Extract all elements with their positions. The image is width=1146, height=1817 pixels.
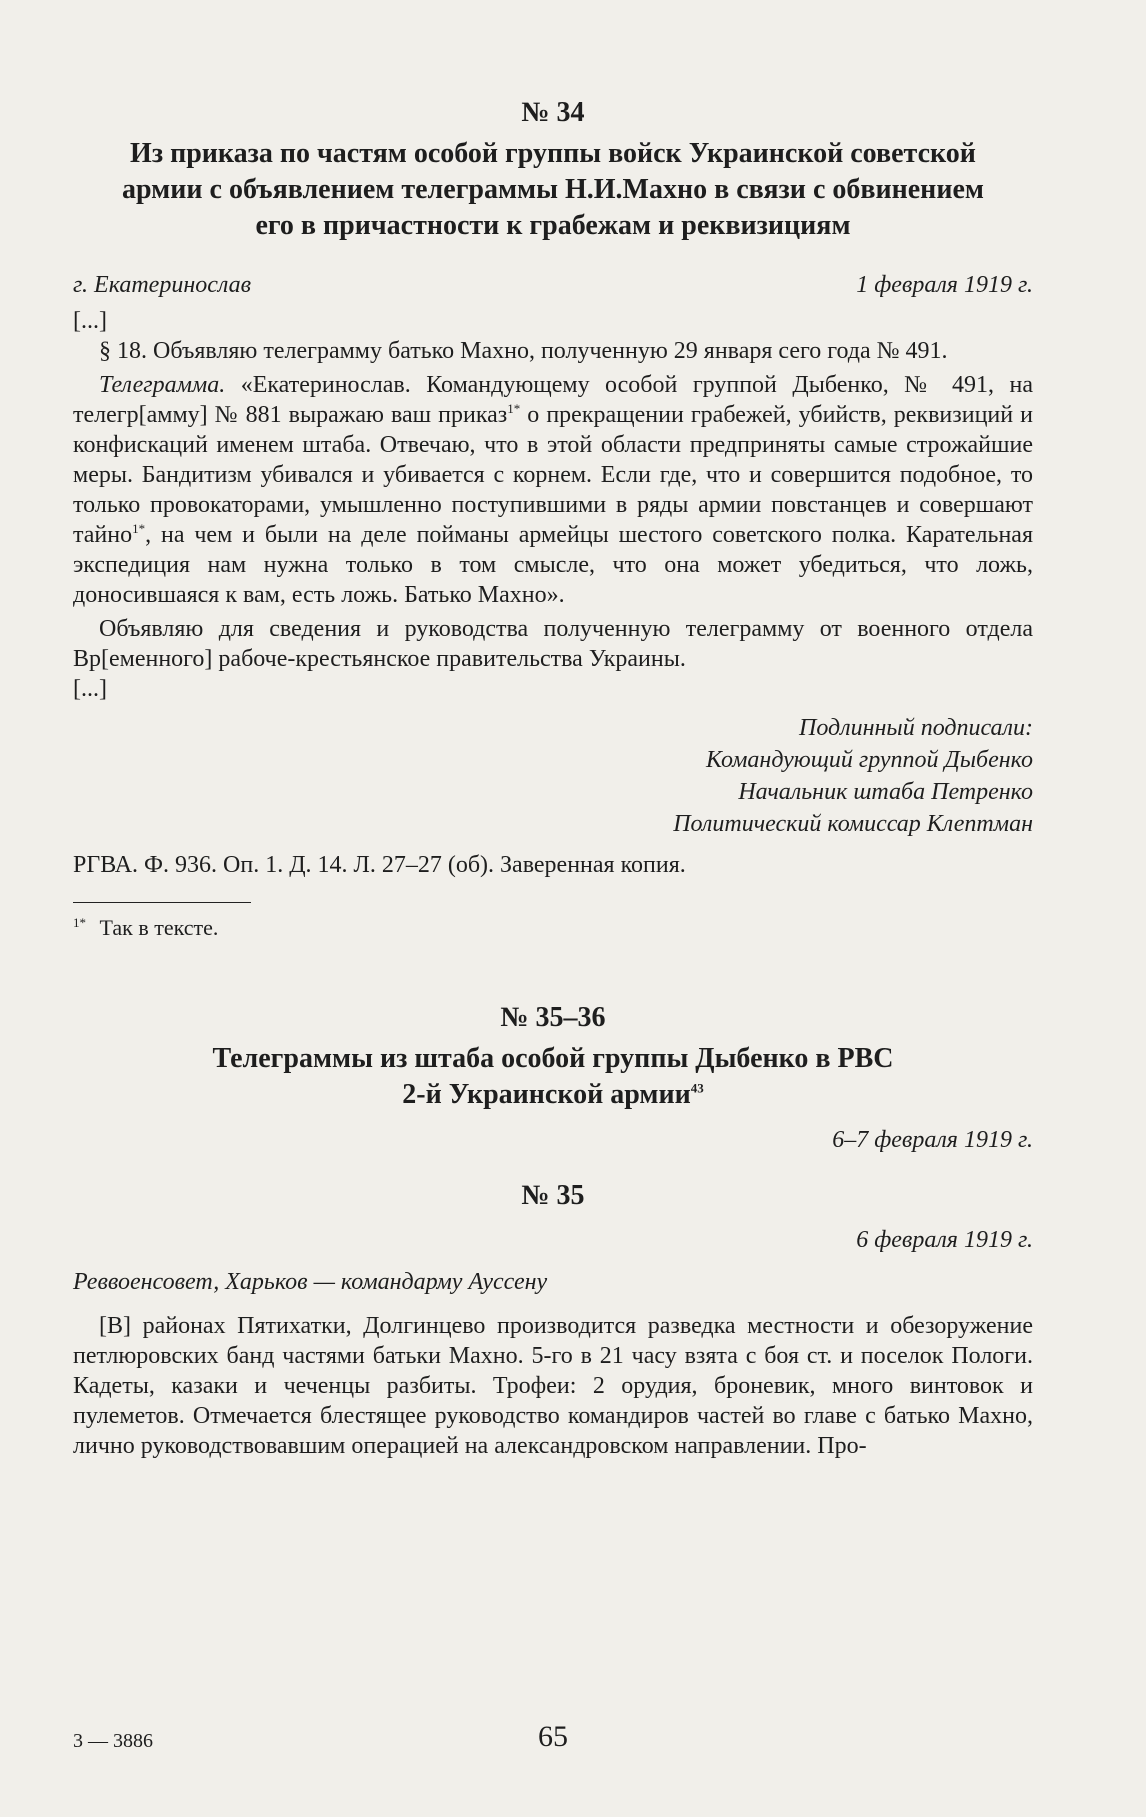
doc34-para1: § 18. Объявляю телеграмму батько Махно, полученную 29 января сего года № 491.: [99, 338, 948, 364]
doc34-title-line: его в причастности к грабежам и реквизициям: [255, 210, 851, 241]
doc34-place: г. Екатеринослав: [73, 272, 252, 298]
telegram-text: , на чем и были на деле пойманы армейцы шестого советского полка. Карательная экспедиция нам нужна только в том смысле, что она может убедиться, что ложь, доносившаяся к вам, есть ложь. Батько Махно».: [73, 522, 1033, 608]
footnote: [73, 913, 1033, 943]
telegram-text: «Екатеринослав. Командующему особой группой Дыбенко, № 491, на телегр[амму] № 881 выражаю ваш приказ: [73, 372, 1033, 428]
doc3536-date: 6–7 февраля 1919 г.: [832, 1127, 1033, 1153]
doc3536-title-line: [73, 1077, 1033, 1113]
signature-line: Командующий группой Дыбенко: [705, 747, 1033, 773]
doc35-text: [В] районах Пятихатки, Долгинцево производится разведка местности и обезоружение петлюровских банд частями батьки Махно. 5-го в 21 часу взята с боя ст. и поселок Пологи. Кадеты, казаки и чеченцы разбиты. Трофеи: 2 орудия, броневик, много винтовок и пулеметов. Отмечается блестящее руководство командиров частей во главе с батько Махно, лично руководствовавшим операцией на александровском направлении. Про-: [73, 1313, 1033, 1459]
print-code: 3 — 3886: [73, 1730, 153, 1752]
endnote-ref: 43: [690, 1080, 704, 1096]
signature-line: Подлинный подписали:: [799, 715, 1033, 741]
footnote-ref: 1*: [132, 521, 146, 536]
footnote-text: Так в тексте.: [99, 915, 219, 940]
ellipsis: [...]: [73, 676, 107, 702]
footnote-ref: 1*: [507, 401, 521, 416]
doc34-dateline: [73, 270, 1033, 300]
doc3536-title: [73, 1041, 1033, 1113]
doc34-source: РГВА. Ф. 936. Оп. 1. Д. 14. Л. 27–27 (об). Заверенная копия.: [73, 852, 686, 878]
doc34-title-line: Из приказа по частям особой группы войск Украинской советской: [130, 138, 976, 169]
footnote-mark: 1*: [73, 914, 86, 930]
doc34-title: [73, 136, 1033, 244]
doc34-number: № 34: [521, 97, 585, 128]
doc35-date: 6 февраля 1919 г.: [856, 1227, 1033, 1253]
footnote-divider: [73, 902, 251, 903]
doc34-telegram: [73, 370, 1033, 610]
doc34-date: 1 февраля 1919 г.: [856, 272, 1033, 298]
ellipsis: [...]: [73, 308, 107, 334]
doc3536-number: № 35–36: [500, 1002, 606, 1033]
signature-line: Начальник штаба Петренко: [738, 779, 1033, 805]
page-number: 65: [538, 1720, 568, 1753]
telegram-label: Телеграмма.: [99, 372, 226, 398]
page-footer: [73, 1720, 1033, 1760]
signature-line: Политический комиссар Клептман: [673, 811, 1033, 837]
doc35-address: Реввоенсовет, Харьков — командарму Ауссену: [73, 1269, 548, 1295]
doc3536-title-line: Телеграммы из штаба особой группы Дыбенко в РВС: [212, 1043, 894, 1074]
doc3536-title-text: 2-й Украинской армии: [402, 1079, 691, 1110]
doc34-para2: Объявляю для сведения и руководства полученную телеграмму от военного отдела Вр[еменного] рабоче-крестьянское правительства Украины.: [73, 616, 1033, 672]
doc34-title-line: армии с объявлением телеграммы Н.И.Махно в связи с обвинением: [122, 174, 984, 205]
document-page: [73, 96, 1033, 1461]
doc35-number: № 35: [521, 1180, 585, 1211]
doc34-signatures: [73, 712, 1033, 840]
telegram-text: о прекращении грабежей, убийств, реквизиций и конфискаций именем штаба. Отвечаю, что в этой области предприняты самые строжайшие меры. Бандитизм убивался и убивается с корнем. Если где, что и совершится подобное, то только провокаторами, умышленно поступившими в ряды армии повстанцев и совершают тайно: [73, 402, 1033, 548]
